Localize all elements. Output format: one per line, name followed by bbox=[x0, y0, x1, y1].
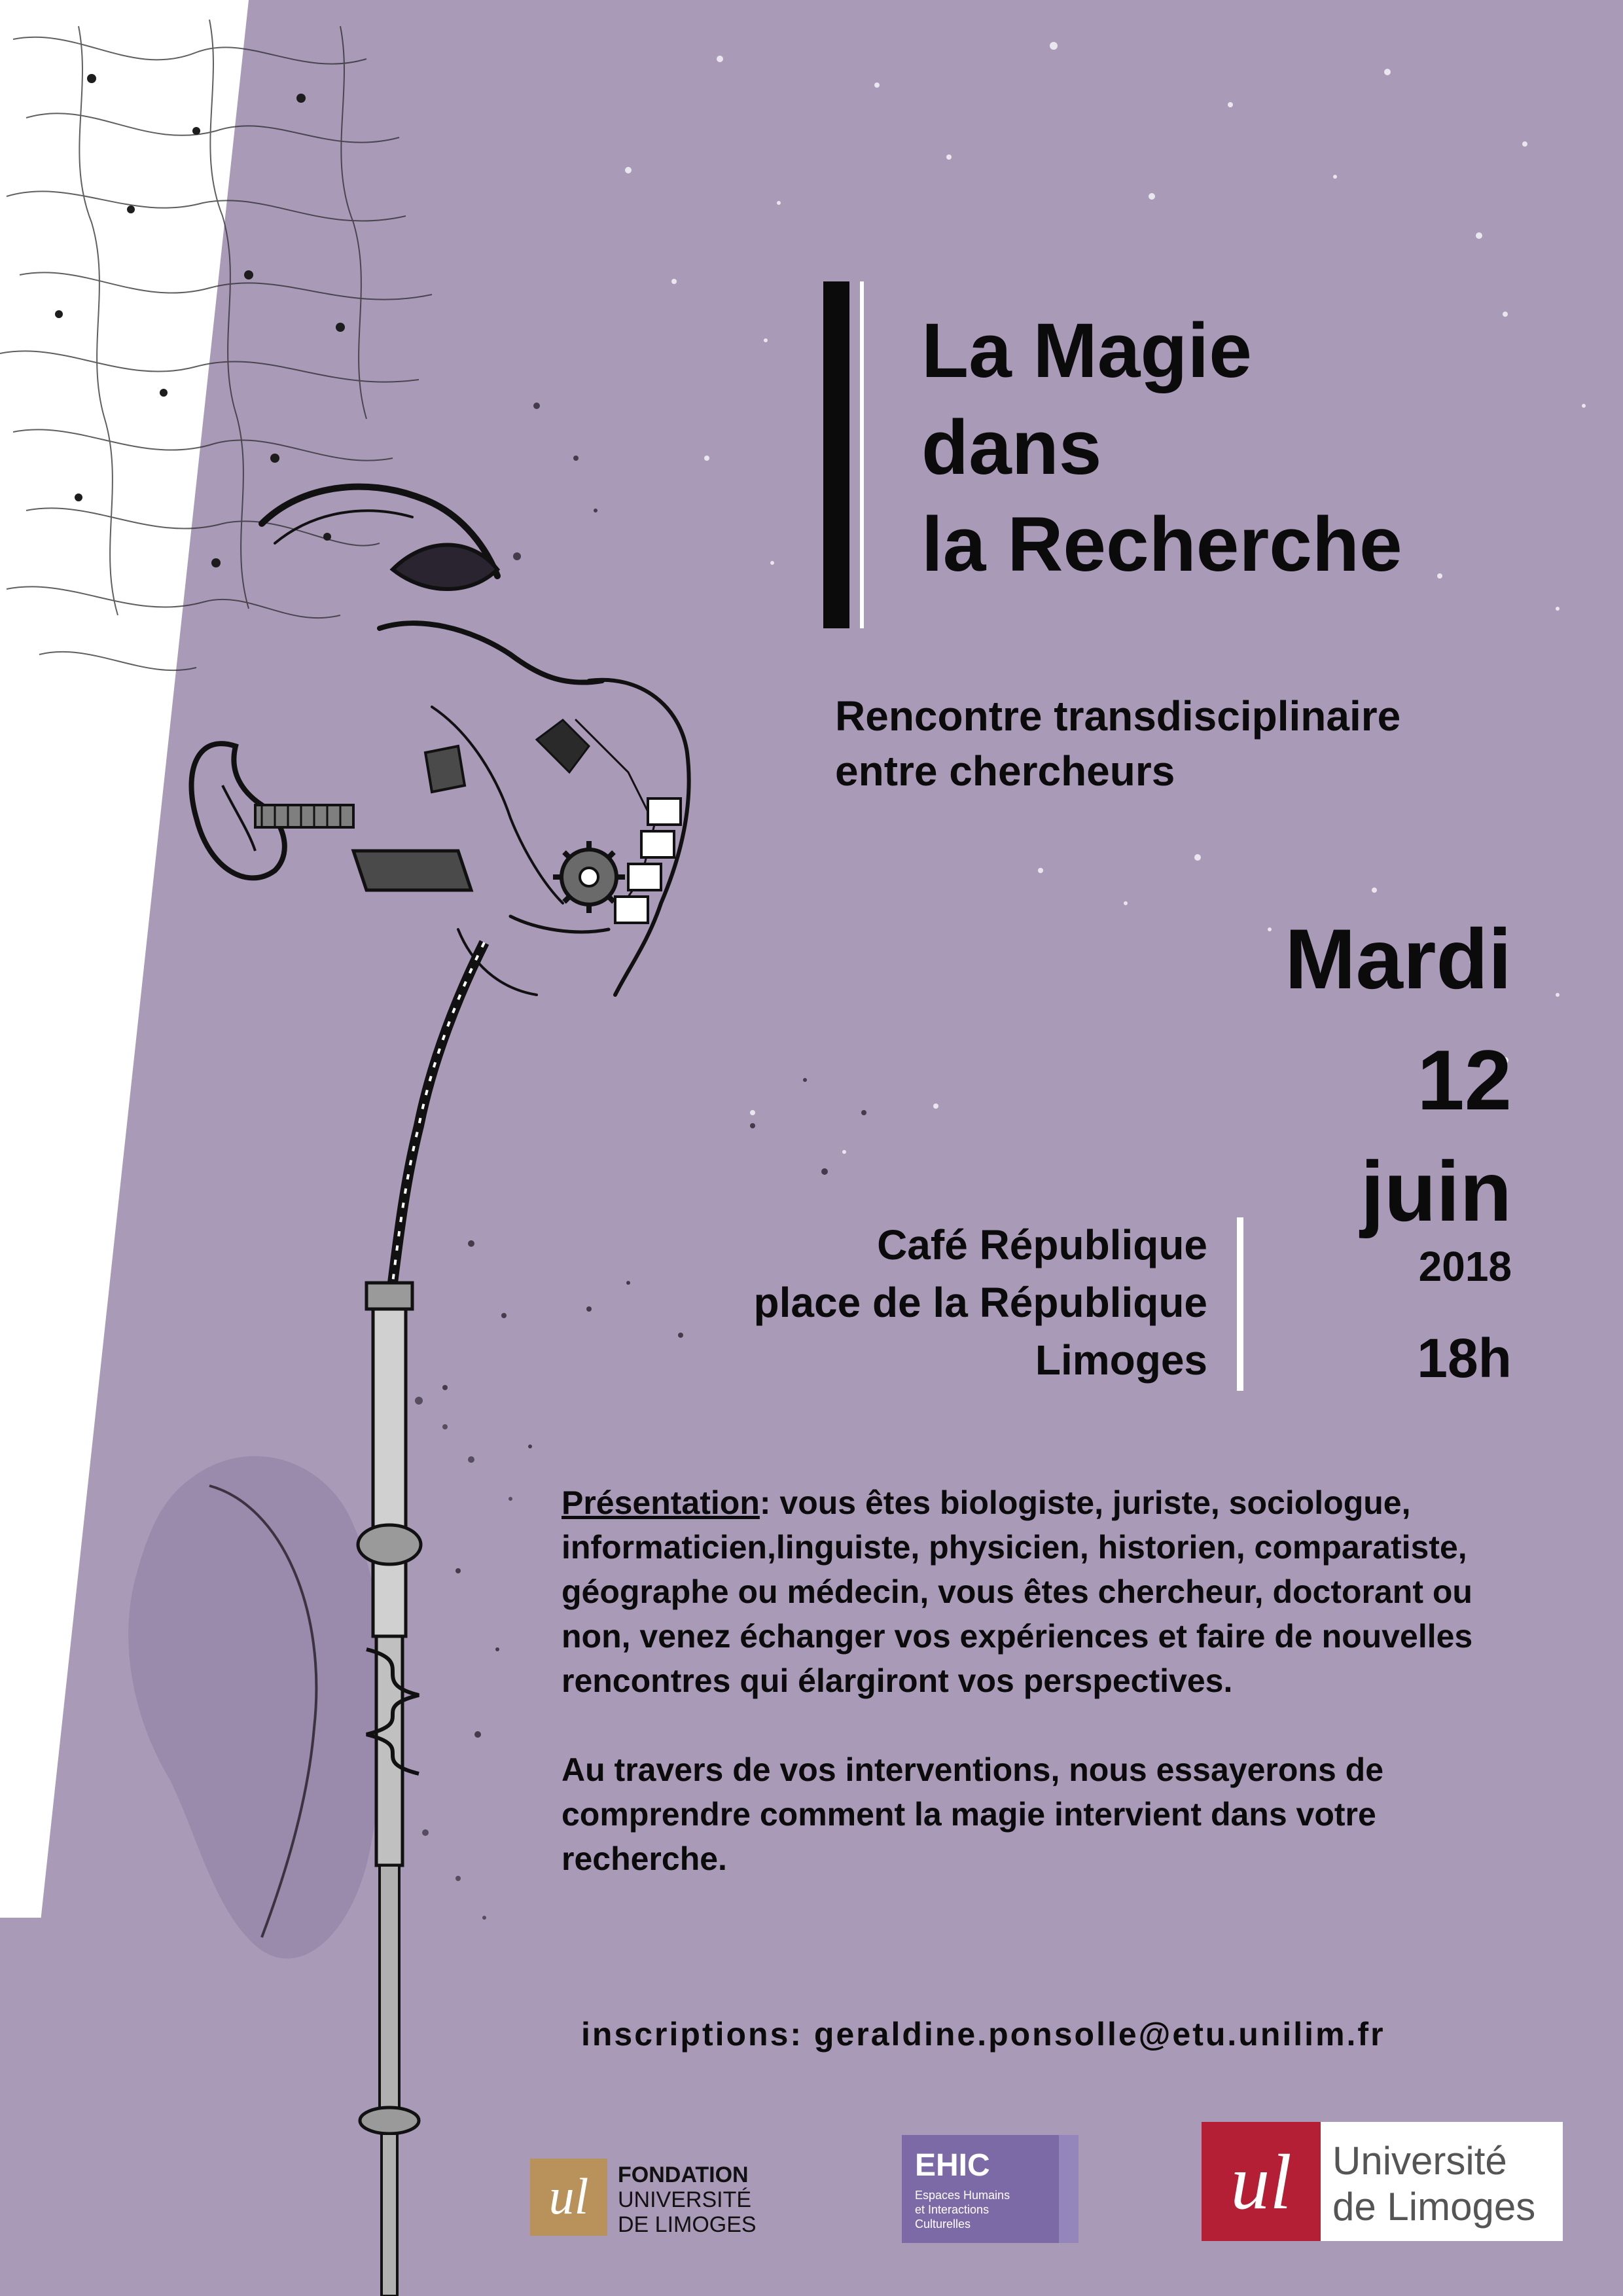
universite-limoges-logo-graphic bbox=[1202, 2122, 1563, 2241]
poster-subtitle: Rencontre transdisciplinaire entre chercheurs bbox=[835, 692, 1401, 795]
fondation-line1: FONDATION bbox=[618, 2162, 749, 2187]
date-number: 12 bbox=[1417, 1032, 1512, 1128]
ehic-line1: Espaces Humains bbox=[915, 2189, 1010, 2202]
date-year: 2018 bbox=[1418, 1243, 1512, 1290]
presentation-lead: Présentation bbox=[562, 1484, 760, 1521]
ul-line2: de Limoges bbox=[1332, 2185, 1536, 2229]
ehic-line2: et Interactions bbox=[915, 2203, 990, 2216]
fondation-mark: ul bbox=[548, 2168, 589, 2225]
ehic-line3: Culturelles bbox=[915, 2217, 971, 2231]
venue-divider bbox=[1237, 1217, 1243, 1391]
fondation-line3: DE LIMOGES bbox=[618, 2212, 757, 2236]
presentation-text bbox=[562, 1480, 1491, 1926]
poster-title: La Magie dans la Recherche bbox=[921, 308, 1402, 588]
date-month: juin bbox=[1360, 1143, 1512, 1239]
registration-contact: inscriptions: geraldine.ponsolle@etu.unilim.fr bbox=[581, 2016, 1385, 2053]
ul-line1: Université bbox=[1332, 2139, 1507, 2183]
event-time: 18h bbox=[1417, 1327, 1512, 1389]
presentation-paragraph bbox=[562, 1480, 1491, 1703]
ehic-logo bbox=[902, 2135, 1079, 2243]
title-accent-bar bbox=[823, 281, 849, 628]
presentation-body: : vous êtes biologiste, juriste, sociologue, informaticien,linguiste, physicien, historien, comparatiste, géographe ou médecin, vous êtes chercheur, doctorant ou non, venez échanger vos expériences et faire de nouvelles rencontres qui élargiront vos perspectives. bbox=[562, 1484, 1473, 1699]
presentation-second-paragraph: Au travers de vos interventions, nous essayerons de comprendre comment la magie intervient dans votre recherche. bbox=[562, 1751, 1384, 1877]
fondation-logo bbox=[530, 2159, 812, 2236]
title-accent-line bbox=[860, 281, 864, 628]
venue-address: Café République place de la République Limoges bbox=[753, 1221, 1207, 1384]
date-day: Mardi bbox=[1285, 911, 1512, 1007]
fondation-logo-graphic bbox=[530, 2159, 812, 2236]
ehic-logo-graphic bbox=[902, 2135, 1079, 2243]
universite-limoges-logo bbox=[1202, 2122, 1563, 2241]
ehic-name: EHIC bbox=[915, 2148, 990, 2183]
ear-rod bbox=[255, 805, 353, 827]
ul-mark: ul bbox=[1230, 2138, 1292, 2225]
fondation-line2: UNIVERSITÉ bbox=[618, 2187, 752, 2212]
